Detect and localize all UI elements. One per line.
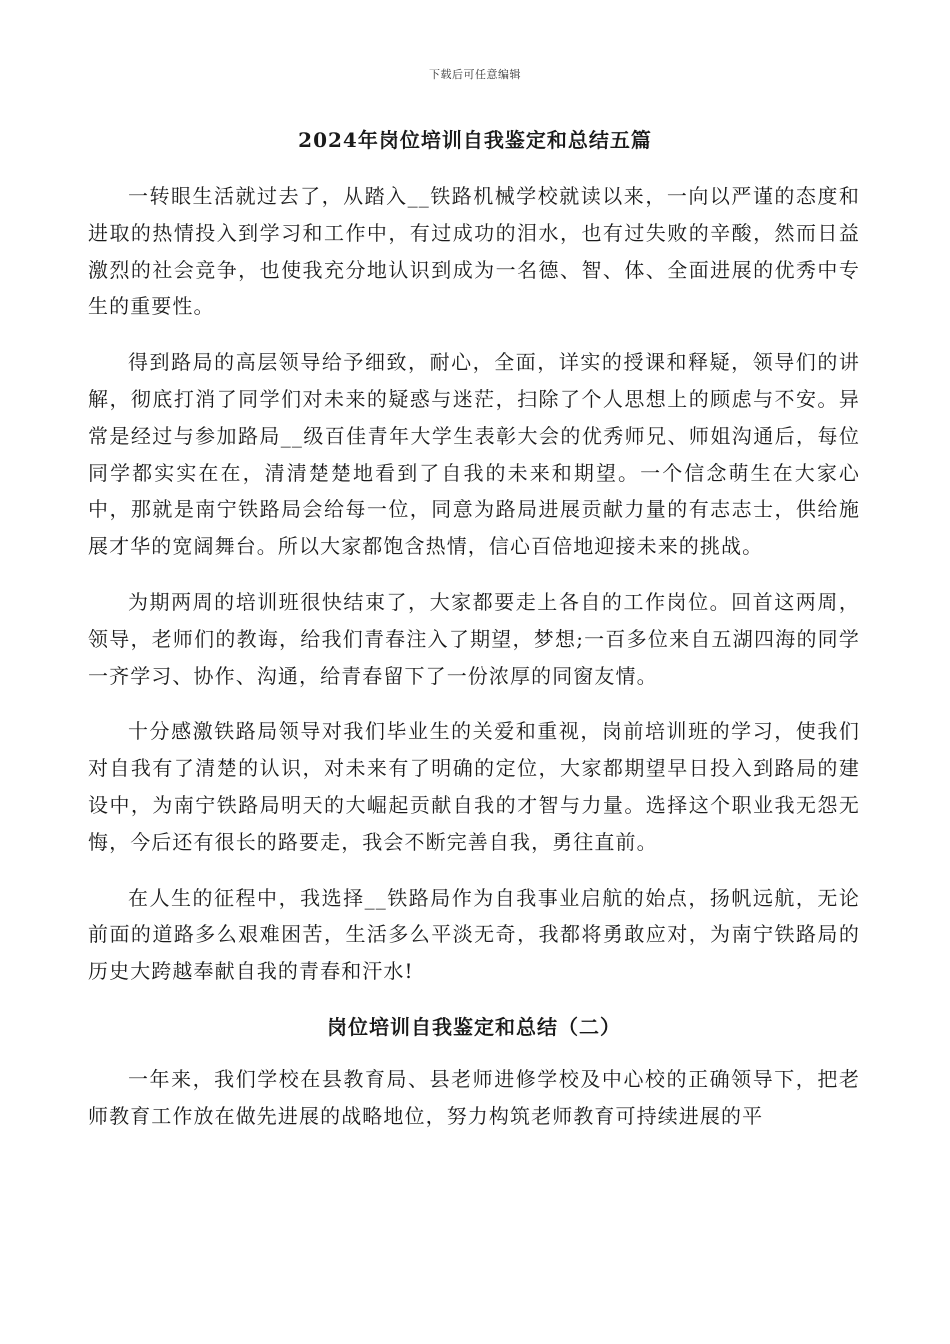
paragraph: 得到路局的高层领导给予细致，耐心，全面，详实的授课和释疑，领导们的讲解，彻底打消了同学们对未来的疑惑与迷茫，扫除了个人思想上的顾虑与不安。异常是经过与参加路局__级百佳青年大学生表彰大会的优秀师兄、师姐沟通后，每位同学都实实在在，清清楚楚地看到了自我的未来和期望。一个信念萌生在大家心中，那就是南宁铁路局会给每一位，同意为路局进展贡献力量的有志志士，供给施展才华的宽阔舞台。所以大家都饱含热情，信心百倍地迎接未来的挑战。 <box>88 350 860 559</box>
document-body <box>88 178 860 1154</box>
paragraph: 十分感激铁路局领导对我们毕业生的关爱和重视，岗前培训班的学习，使我们对自我有了清楚的认识，对未来有了明确的定位，大家都期望早日投入到路局的建设中，为南宁铁路局明天的大崛起贡献自我的才智与力量。选择这个职业我无怨无悔，今后还有很长的路要走，我会不断完善自我，勇往直前。 <box>88 719 860 854</box>
document-title: 2024年岗位培训自我鉴定和总结五篇 <box>298 128 652 152</box>
paragraph: 在人生的征程中，我选择__铁路局作为自我事业启航的始点，扬帆远航，无论前面的道路多么艰难困苦，生活多么平淡无奇，我都将勇敢应对，为南宁铁路局的历史大跨越奉献自我的青春和汗水! <box>88 885 860 984</box>
header-note: 下载后可任意编辑 <box>429 68 521 81</box>
paragraph: 一年来，我们学校在县教育局、县老师进修学校及中心校的正确领导下，把老师教育工作放在做先进展的战略地位，努力构筑老师教育可持续进展的平 <box>88 1066 860 1128</box>
section-title: 岗位培训自我鉴定和总结（二） <box>327 1014 621 1039</box>
paragraph: 一转眼生活就过去了，从踏入__铁路机械学校就读以来，一向以严谨的态度和进取的热情投入到学习和工作中，有过成功的泪水，也有过失败的辛酸，然而日益激烈的社会竞争，也使我充分地认识到成为一名德、智、体、全面进展的优秀中专生的重要性。 <box>88 184 860 319</box>
paragraph: 为期两周的培训班很快结束了，大家都要走上各自的工作岗位。回首这两周，领导，老师们的教诲，给我们青春注入了期望，梦想;一百多位来自五湖四海的同学一齐学习、协作、沟通，给青春留下了一份浓厚的同窗友情。 <box>88 589 860 688</box>
